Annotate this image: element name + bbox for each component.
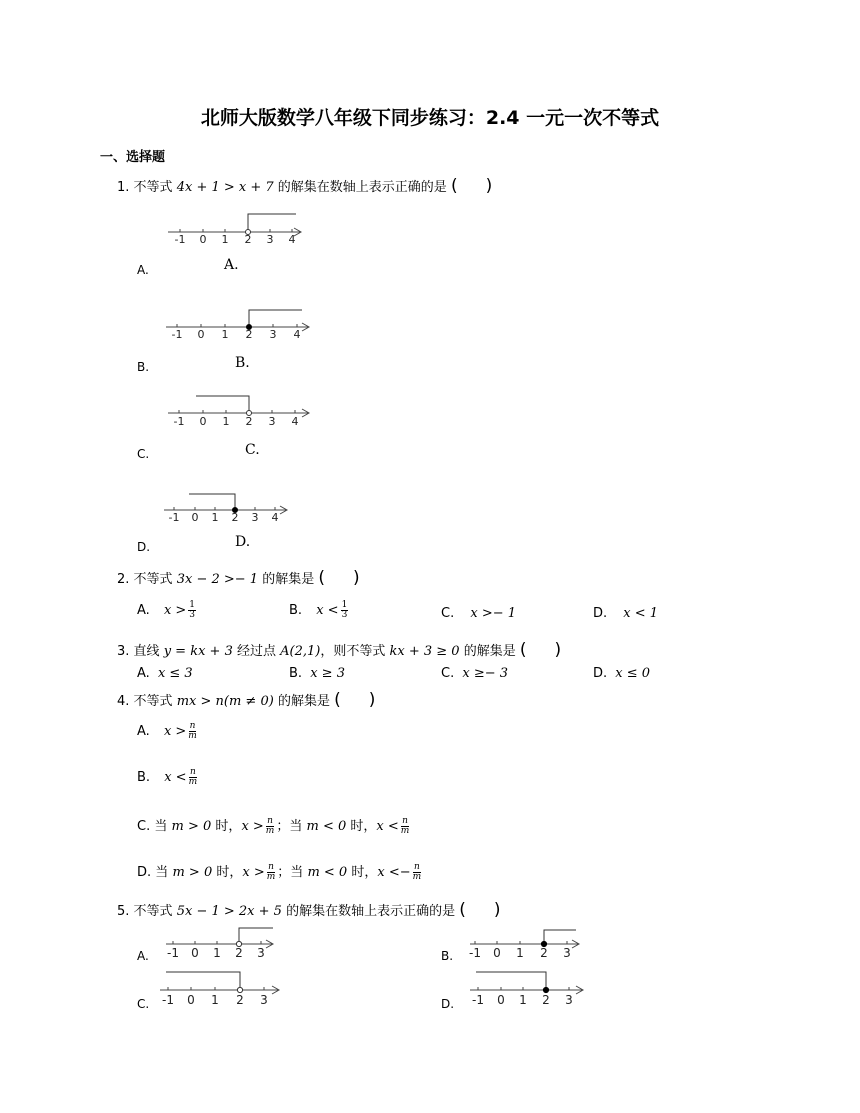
tick-label: -1 <box>171 328 183 341</box>
option-label: B. <box>289 603 303 618</box>
question-number: 4. <box>117 694 130 709</box>
question-text: 不等式 <box>133 904 173 919</box>
option-label[interactable]: B. <box>137 360 150 374</box>
fraction: $\frac{n}{m}$ <box>188 767 198 787</box>
option-expression: m < 0 <box>307 865 348 880</box>
option-label[interactable]: B. <box>441 949 454 963</box>
question-1 <box>117 176 492 196</box>
option-q2-a[interactable] <box>137 601 198 620</box>
option-q2-b[interactable] <box>289 601 350 620</box>
tick-label: 3 <box>251 511 259 524</box>
math-expression: 3x − 2 >− 1 <box>176 572 259 587</box>
option-label: C. <box>441 606 455 621</box>
option-expression: x <− <box>377 865 411 880</box>
option-q2-c[interactable] <box>441 606 516 621</box>
tick-label: 3 <box>257 946 265 960</box>
tick-label: 0 <box>191 946 199 960</box>
tick-label: -1 <box>162 993 174 1007</box>
fraction: $\frac{n}{m}$ <box>266 862 276 882</box>
tick-label: 2 <box>542 993 550 1007</box>
question-text: 的解集在数轴上表示正确的是 <box>286 904 456 919</box>
tick-label: 1 <box>519 993 527 1007</box>
tick-label: 2 <box>540 946 548 960</box>
option-expression: x > <box>163 724 187 739</box>
question-text: 直线 <box>133 644 160 659</box>
option-label: B. <box>289 666 303 681</box>
section-heading: 一、选择题 <box>100 150 166 165</box>
tick-label: 2 <box>244 233 252 246</box>
option-q3-c[interactable] <box>441 666 508 681</box>
math-expression: A(2,1) <box>280 644 321 659</box>
question-text: 不等式 <box>133 572 173 587</box>
tick-label: 1 <box>221 328 229 341</box>
tick-label: -1 <box>167 946 179 960</box>
number-line-q1-b <box>160 302 320 342</box>
option-q3-b[interactable] <box>289 666 345 681</box>
option-q4-c[interactable] <box>137 815 411 836</box>
option-label: D. <box>593 606 608 621</box>
number-line-q1-d <box>158 488 298 526</box>
question-number: 2. <box>117 572 130 587</box>
answer-paren-open: ( <box>519 640 527 660</box>
option-text: 时， <box>216 865 243 880</box>
question-text: 的解集是 <box>262 572 315 587</box>
tick-label: 4 <box>293 328 301 341</box>
figure-caption: B. <box>235 355 250 371</box>
tick-label: 2 <box>236 993 244 1007</box>
tick-label: -1 <box>173 415 185 428</box>
answer-paren-close: ) <box>368 690 376 710</box>
option-q4-b[interactable] <box>137 768 199 787</box>
math-expression: kx + 3 ≥ 0 <box>389 644 460 659</box>
option-text: 当 <box>155 865 169 880</box>
option-expression: m > 0 <box>171 819 212 834</box>
page-title: 北师大版数学八年级下同步练习：2.4 一元一次不等式 <box>200 107 660 129</box>
option-expression: x < 1 <box>623 606 659 621</box>
answer-paren-close: ) <box>493 900 501 920</box>
answer-paren-close: ) <box>485 176 493 196</box>
question-text: 的解集在数轴上表示正确的是 <box>277 180 447 195</box>
tick-label: 0 <box>191 511 199 524</box>
question-text: 不等式 <box>133 694 173 709</box>
tick-label: 3 <box>266 233 274 246</box>
question-5 <box>117 900 501 920</box>
tick-label: 4 <box>288 233 296 246</box>
tick-label: 3 <box>269 328 277 341</box>
math-expression: 5x − 1 > 2x + 5 <box>176 904 282 919</box>
math-expression: y = kx + 3 <box>163 644 233 659</box>
option-q4-a[interactable] <box>137 722 199 741</box>
fraction: $\frac{n}{m}$ <box>265 816 275 836</box>
number-line-q5-d <box>464 968 594 1010</box>
option-label[interactable]: A. <box>137 949 149 963</box>
number-line-q1-c <box>160 389 320 429</box>
answer-paren-open: ( <box>450 176 458 196</box>
question-text: 的解集是 <box>277 694 330 709</box>
option-label: D. <box>593 666 608 681</box>
option-expression: x > <box>163 603 187 618</box>
tick-label: 1 <box>211 511 219 524</box>
option-expression: x < <box>316 603 339 618</box>
option-expression: x < <box>164 770 187 785</box>
option-expression: x ≤ 3 <box>157 666 193 681</box>
question-text: ，则不等式 <box>320 644 386 659</box>
option-expression: x ≥− 3 <box>462 666 509 681</box>
figure-caption: A. <box>224 257 239 273</box>
option-expression: m < 0 <box>306 819 347 834</box>
question-text: 不等式 <box>133 180 173 195</box>
option-expression: m > 0 <box>172 865 213 880</box>
tick-label: 2 <box>245 415 253 428</box>
tick-label: -1 <box>174 233 186 246</box>
option-q2-d[interactable] <box>593 606 658 621</box>
tick-label: 1 <box>516 946 524 960</box>
option-text: 时， <box>350 819 377 834</box>
question-text: 的解集是 <box>463 644 516 659</box>
tick-label: 0 <box>197 328 205 341</box>
question-text: 经过点 <box>236 644 276 659</box>
figure-caption: C. <box>245 442 260 458</box>
tick-label: 2 <box>231 511 239 524</box>
figure-caption: D. <box>235 534 251 550</box>
answer-paren-open: ( <box>459 900 466 920</box>
tick-label: 0 <box>497 993 505 1007</box>
option-q4-d[interactable] <box>137 861 423 882</box>
option-label: D. <box>137 865 152 880</box>
fraction: $\frac{1}{3}$ <box>341 600 348 620</box>
math-expression: 4x + 1 > x + 7 <box>176 180 274 195</box>
option-label[interactable]: C. <box>137 997 150 1011</box>
tick-label: 4 <box>291 415 299 428</box>
question-number: 5. <box>117 904 130 919</box>
option-expression: x ≤ 0 <box>615 666 651 681</box>
tick-label: -1 <box>168 511 180 524</box>
number-line-q5-b <box>464 925 589 965</box>
option-expression: x ≥ 3 <box>310 666 345 681</box>
tick-label: 1 <box>221 233 229 246</box>
tick-label: 3 <box>565 993 573 1007</box>
question-3 <box>117 640 561 660</box>
option-text: 时， <box>215 819 242 834</box>
option-expression: x < <box>376 819 399 834</box>
answer-paren-close: ) <box>353 568 360 588</box>
option-expression: x > <box>242 865 265 880</box>
answer-paren-open: ( <box>318 568 325 588</box>
option-label[interactable]: C. <box>137 447 150 461</box>
option-text: 时， <box>351 865 378 880</box>
tick-label: 0 <box>493 946 501 960</box>
option-label: A. <box>137 666 150 681</box>
option-text: ；当 <box>276 819 303 834</box>
answer-paren-close: ) <box>554 640 562 660</box>
option-label: A. <box>137 603 150 618</box>
question-number: 3. <box>117 644 130 659</box>
tick-label: 0 <box>187 993 195 1007</box>
option-expression: x > <box>241 819 264 834</box>
option-q3-d[interactable] <box>593 666 650 681</box>
fraction: $\frac{n}{m}$ <box>400 816 410 836</box>
question-4 <box>117 690 375 710</box>
fraction: $\frac{n}{m}$ <box>188 721 197 741</box>
option-text: 当 <box>154 819 168 834</box>
option-text: ；当 <box>277 865 304 880</box>
tick-label: 2 <box>235 946 243 960</box>
option-label: A. <box>137 724 150 739</box>
tick-label: 4 <box>271 511 279 524</box>
option-label[interactable]: D. <box>137 540 151 554</box>
fraction: $\frac{1}{3}$ <box>189 600 196 620</box>
tick-label: 3 <box>260 993 268 1007</box>
option-label[interactable]: A. <box>137 263 149 277</box>
number-line-q5-a <box>160 925 285 965</box>
option-label[interactable]: D. <box>441 997 455 1011</box>
tick-label: 3 <box>268 415 276 428</box>
tick-label: 0 <box>199 233 207 246</box>
tick-label: -1 <box>469 946 481 960</box>
number-line-q1-a <box>160 205 310 245</box>
option-label: B. <box>137 770 151 785</box>
option-q3-a[interactable] <box>137 666 193 681</box>
tick-label: 1 <box>213 946 221 960</box>
tick-label: 1 <box>222 415 230 428</box>
tick-label: 3 <box>563 946 571 960</box>
tick-label: 0 <box>199 415 207 428</box>
math-expression: mx > n(m ≠ 0) <box>176 694 274 709</box>
option-label: C. <box>137 819 151 834</box>
question-number: 1. <box>117 180 130 195</box>
tick-label: 2 <box>245 328 253 341</box>
tick-label: -1 <box>472 993 484 1007</box>
answer-paren-open: ( <box>334 690 341 710</box>
tick-label: 1 <box>211 993 219 1007</box>
option-label: C. <box>441 666 455 681</box>
option-expression: x >− 1 <box>470 606 517 621</box>
fraction: $\frac{n}{m}$ <box>412 862 422 882</box>
number-line-q5-c <box>154 968 284 1010</box>
question-2 <box>117 568 360 588</box>
